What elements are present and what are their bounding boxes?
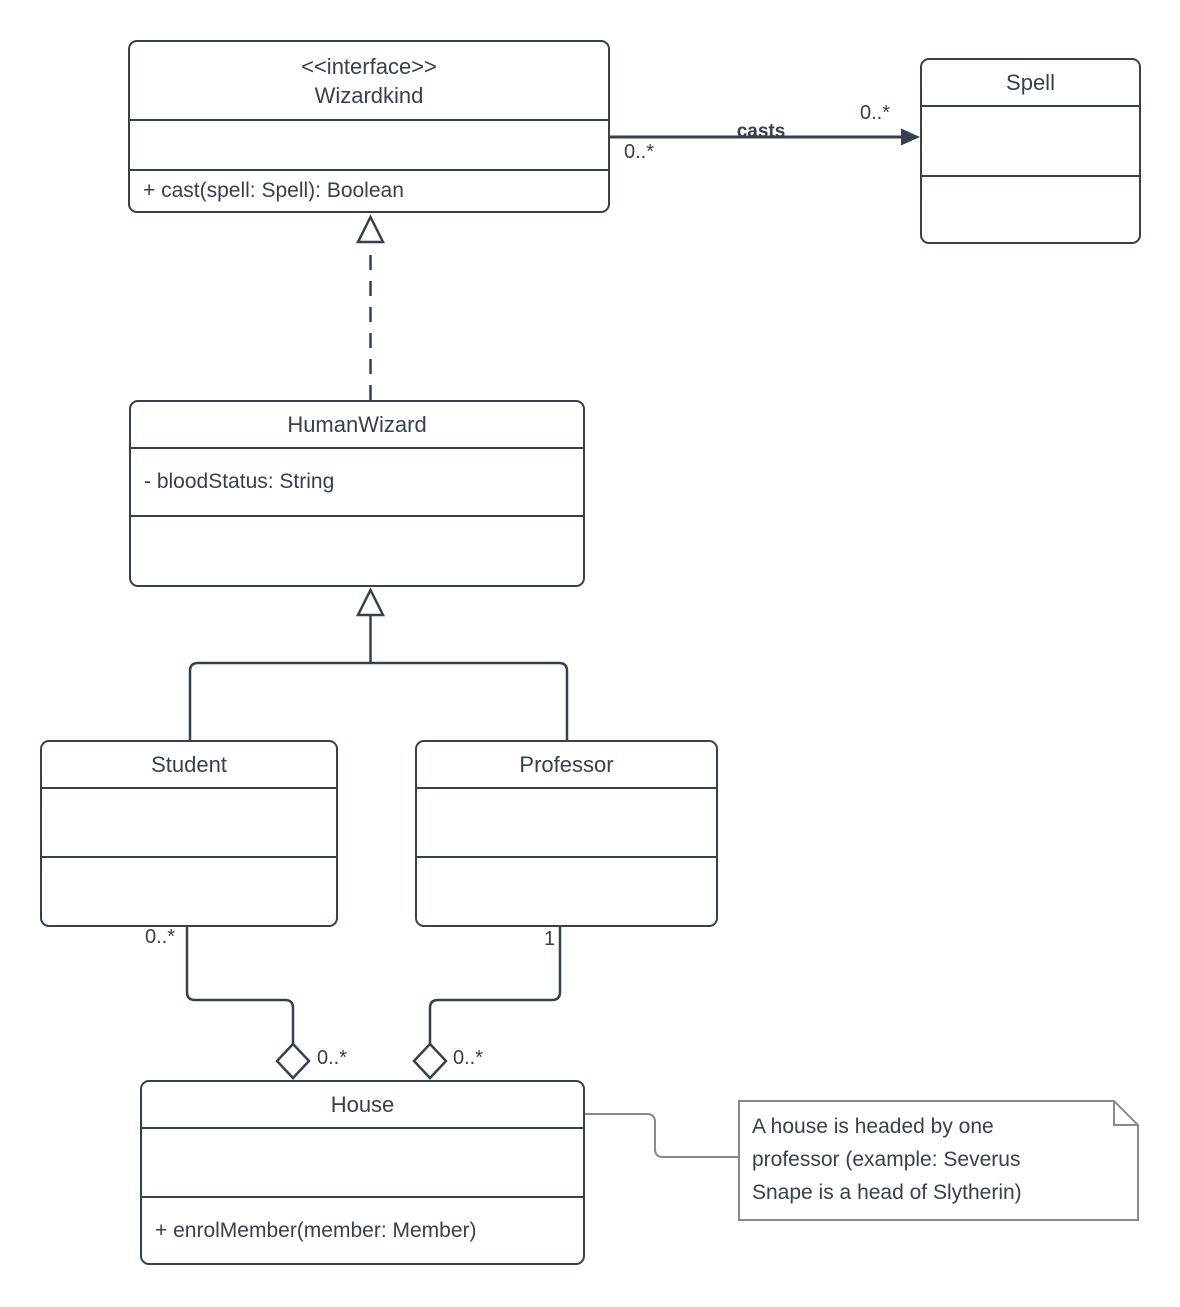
class-humanwizard-attributes-compartment (131, 447, 583, 515)
class-professor[interactable] (415, 740, 718, 927)
student-side-multiplicity: 0..* (145, 926, 176, 948)
class-spell[interactable] (920, 58, 1141, 244)
class-wizardkind-attributes-compartment (130, 119, 608, 169)
student-house-aggregation-diamond-icon (277, 1044, 309, 1078)
note-text[interactable]: A house is headed by one professor (example: Severus Snape is a head of Slytherin) (752, 1115, 1022, 1204)
class-house-name: House (330, 1092, 395, 1117)
class-wizardkind-title (130, 42, 608, 119)
class-professor-name: Professor (519, 752, 614, 777)
class-house-method: + enrolMember(member: Member) (155, 1218, 477, 1242)
class-wizardkind-method: + cast(spell: Spell): Boolean (143, 179, 404, 202)
class-wizardkind-name: Wizardkind (314, 82, 424, 108)
class-wizardkind-stereotype: <<interface>> (301, 53, 437, 79)
class-student-title (42, 742, 336, 787)
student-house-connector (187, 927, 293, 1044)
professor-side-multiplicity: 1 (544, 928, 556, 950)
generalization-branch (190, 663, 567, 740)
class-house-attributes-compartment (142, 1127, 583, 1196)
class-professor-title (417, 742, 716, 787)
class-wizardkind-methods-compartment (130, 169, 608, 211)
class-humanwizard-name: HumanWizard (287, 412, 427, 437)
class-humanwizard-attribute: - bloodStatus: String (144, 470, 335, 493)
house-student-multiplicity: 0..* (317, 1047, 348, 1069)
class-wizardkind[interactable] (128, 40, 610, 213)
class-house-title (142, 1082, 583, 1127)
generalization-triangle-icon (358, 590, 383, 615)
class-professor-attributes-compartment (417, 787, 716, 856)
casts-source-multiplicity: 0..* (624, 141, 655, 163)
class-student-methods-compartment (42, 856, 336, 925)
class-spell-methods-compartment (922, 175, 1139, 242)
class-house[interactable] (140, 1080, 585, 1265)
casts-target-multiplicity: 0..* (860, 102, 891, 124)
class-spell-attributes-compartment (922, 105, 1139, 175)
class-spell-title (922, 60, 1139, 105)
professor-house-connector (430, 927, 560, 1044)
realization-triangle-icon (358, 217, 383, 242)
class-house-methods-compartment (142, 1196, 583, 1263)
house-professor-multiplicity: 0..* (453, 1047, 484, 1069)
class-humanwizard-title (131, 402, 583, 447)
casts-association-label: casts (736, 121, 786, 142)
class-spell-name: Spell (1006, 70, 1055, 95)
class-humanwizard-methods-compartment (131, 515, 583, 585)
casts-arrowhead-icon (901, 129, 920, 146)
class-humanwizard[interactable] (129, 400, 585, 587)
class-student-name: Student (151, 752, 227, 777)
note-connector (585, 1114, 739, 1157)
class-student-attributes-compartment (42, 787, 336, 856)
professor-house-aggregation-diamond-icon (414, 1044, 446, 1078)
class-student[interactable] (40, 740, 338, 927)
class-professor-methods-compartment (417, 856, 716, 925)
